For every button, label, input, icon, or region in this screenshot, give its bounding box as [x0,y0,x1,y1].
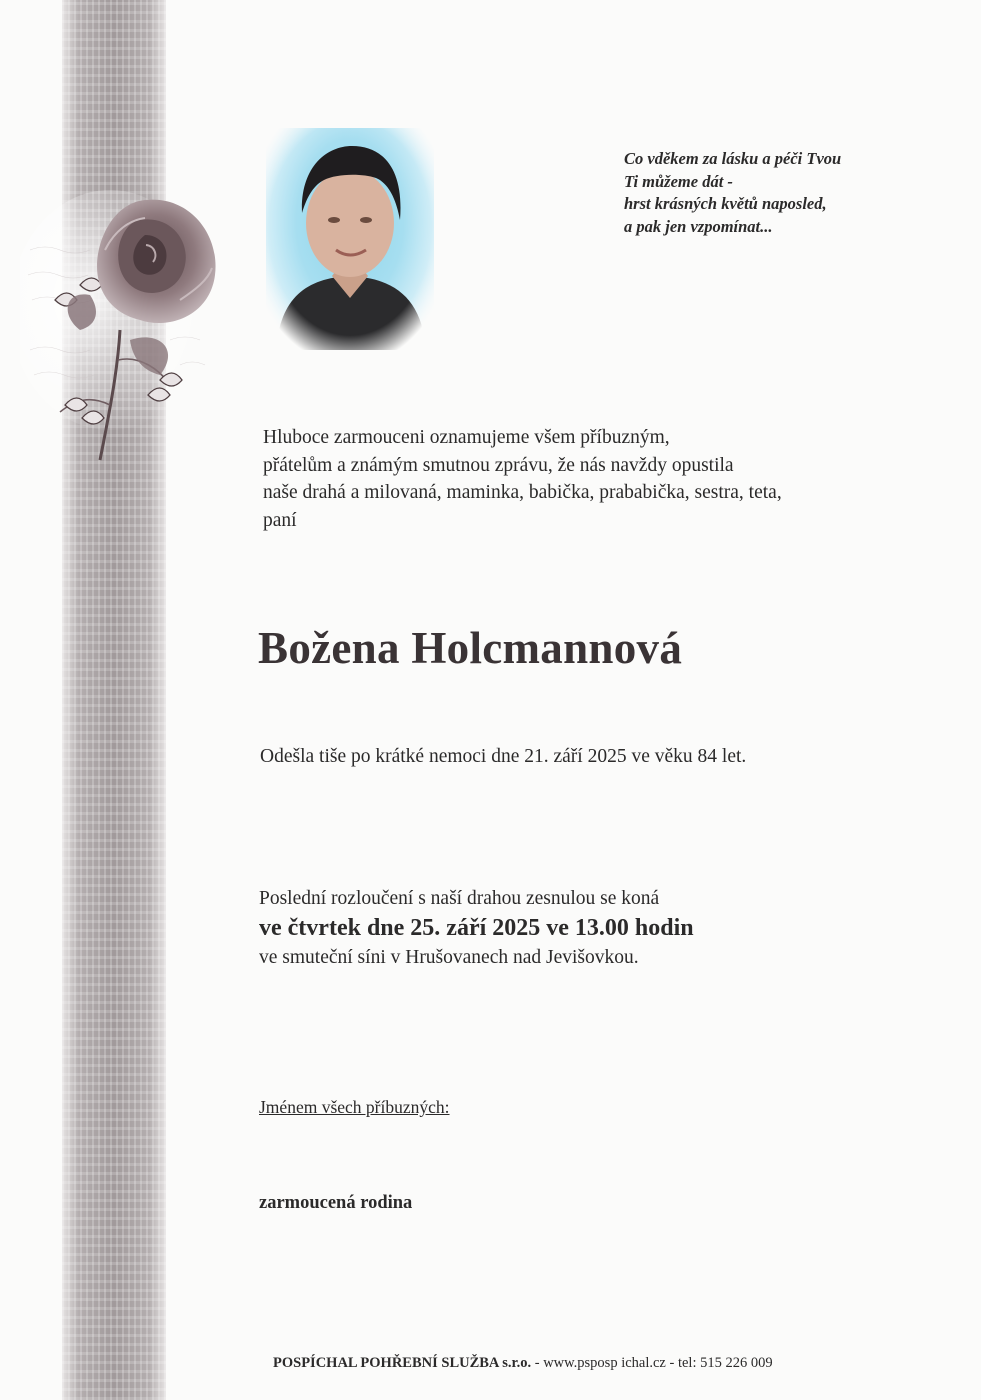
company-name: POSPÍCHAL POHŘEBNÍ SLUŽBA s.r.o. [273,1355,532,1371]
family-signature: zarmoucená rodina [259,1193,413,1213]
poem-line: Co vděkem za lásku a péči Tvou [624,149,842,168]
rose-icon [20,190,250,470]
poem-line: hrst krásných květů naposled, [624,194,827,213]
deceased-name: Božena Holcmannová [258,623,683,673]
announcement-line: naše drahá a milovaná, maminka, babička, prababička, sestra, teta, [263,482,782,503]
departure-statement: Odešla tiše po krátké nemoci dne 21. září 2025 ve věku 84 let. [260,746,747,767]
ceremony-intro: Poslední rozloučení s naší drahou zesnulou se koná [259,888,660,909]
announcement-line: Hluboce zarmouceni oznamujeme všem příbuzným, [263,427,670,448]
memorial-poem [624,148,924,238]
on-behalf-label: Jménem všech příbuzných: [259,1097,450,1117]
farewell-ceremony [259,885,939,971]
company-contact: - www.psposp ichal.cz - tel: 515 226 009 [531,1355,773,1371]
portrait-photo [266,128,434,350]
announcement-line: paní [263,509,297,531]
announcement-text [263,424,943,534]
poem-line: Ti můžeme dát - [624,171,733,191]
ceremony-date-time: ve čtvrtek dne 25. září 2025 ve 13.00 hodin [259,915,694,941]
funeral-service-footer [273,1352,913,1374]
poem-line: a pak jen vzpomínat... [624,216,773,236]
announcement-line: přátelům a známým smutnou zprávu, že nás navždy opustila [263,454,734,476]
ceremony-location: ve smuteční síni v Hrušovanech nad Jevišovkou. [259,947,639,968]
